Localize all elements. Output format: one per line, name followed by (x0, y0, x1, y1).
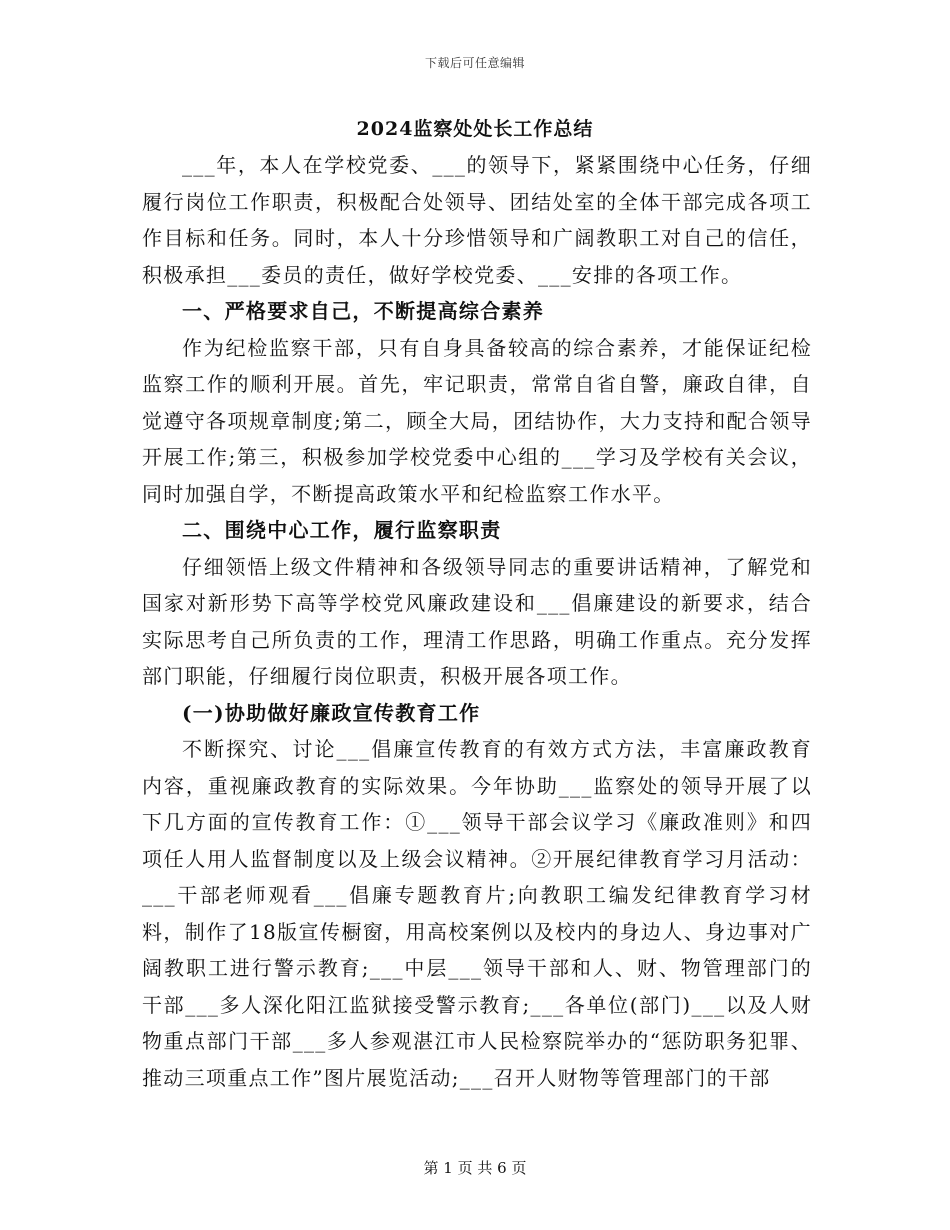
section-heading-1: 一、严格要求自己，不断提高综合素养 (182, 299, 545, 323)
paragraph-education-work: 不断探究、讨论___倡廉宣传教育的有效方式方法，丰富廉政教育内容，重视廉政教育的实际效果。今年协助___监察处的领导开展了以下几方面的宣传教育工作：①___领导干部会议学习《廉政准则》和四项任人用人监督制度以及上级会议精神。②开展纪律教育学习月活动：___干部老师观看___倡廉专题教育片;向教职工编发纪律教育学习材料，制作了18版宣传橱窗，用高校案例以及校内的身边人、身边事对广阔教职工进行警示教育;___中层___领导干部和人、财、物管理部门的干部___多人深化阳江监狱接受警示教育;___各单位(部门)___以及人财物重点部门干部___多人参观湛江市人民检察院举办的“惩防职务犯罪、推动三项重点工作”图片展览活动;___召开人财物等管理部门的干部 (142, 737, 812, 1090)
section-heading-2: 二、围绕中心工作，履行监察职责 (182, 518, 502, 542)
paragraph-supervision-duties: 仔细领悟上级文件精神和各级领导同志的重要讲话精神，了解党和国家对新形势下高等学校党风廉政建设和___倡廉建设的新要求，结合实际思考自己所负责的工作，理清工作思路，明确工作重点。充分发挥部门职能，仔细履行岗位职责，积极开展各项工作。 (142, 554, 812, 688)
document-body (142, 147, 812, 1096)
page-number: 第 1 页 共 6 页 (423, 1159, 527, 1177)
paragraph-self-requirements: 作为纪检监察干部，只有自身具备较高的综合素养，才能保证纪检监察工作的顺利开展。首先，牢记职责，常常自省自警，廉政自律，自觉遵守各项规章制度;第二，顾全大局，团结协作，大力支持和配合领导开展工作;第三，积极参加学校党委中心组的___学习及学校有关会议，同时加强自学，不断提高政策水平和纪检监察工作水平。 (142, 335, 812, 506)
paragraph-intro: ___年，本人在学校党委、___的领导下，紧紧围绕中心任务，仔细履行岗位工作职责，积极配合处领导、团结处室的全体干部完成各项工作目标和任务。同时，本人十分珍惜领导和广阔教职工对自己的信任，积极承担___委员的责任，做好学校党委、___安排的各项工作。 (142, 153, 812, 287)
document-title: 2024监察处处长工作总结 (356, 118, 594, 140)
header-note: 下载后可任意编辑 (424, 56, 525, 70)
subsection-heading-1: (一)协助做好廉政宣传教育工作 (182, 700, 481, 725)
